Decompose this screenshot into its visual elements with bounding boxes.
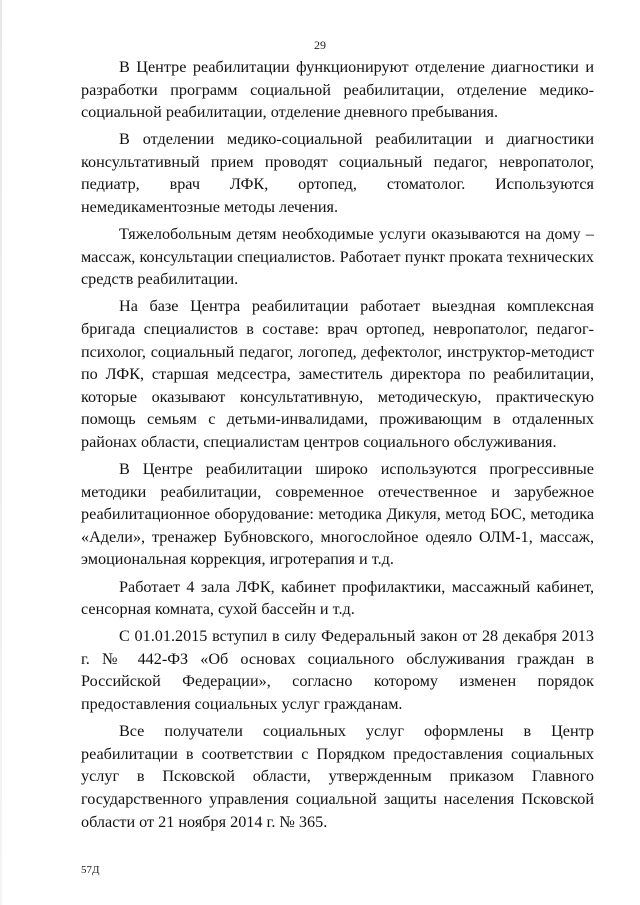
footer-code: 57Д bbox=[81, 864, 100, 876]
page-number: 29 bbox=[314, 38, 326, 52]
paragraph-home-services: Тяжелобольным детям необходимые услуги оказываются на дому – массаж, консультации специалистов. Работает пункт проката технических средств реабилитации. bbox=[81, 225, 594, 289]
paragraph-mobile-team: На базе Центра реабилитации работает выездная комплексная бригада специалистов в составе: врач ортопед, невропатолог, педагог-психолог, социальный педагог, логопед, дефектолог, инструктор-методист по ЛФК, старшая медсестра, заместитель директора по реабилитации, которые оказывают консультативную, методическую, практическую помощь семьям с детьми-инвалидами, проживающим в отдаленных районах области, специалистам центров социального обслуживания. bbox=[81, 297, 594, 451]
paragraph-departments: В Центре реабилитации функционируют отделение диагностики и разработки программ социальной реабилитации, отделение медико-социальной реабилитации, отделение дневного пребывания. bbox=[81, 58, 594, 122]
paragraph-methods: В Центре реабилитации широко используются прогрессивные методики реабилитации, современное отечественное и зарубежное реабилитационное оборудование: методика Дикуля, метод БОС, методика «Адели», тренажер Бубновского, многослойное одеяло ОЛМ-1, массаж, эмоциональная коррекция, игротерапия и т.д. bbox=[81, 460, 594, 569]
scan-edge bbox=[0, 0, 2, 905]
document-body bbox=[81, 56, 594, 838]
paragraph-recipients: Все получатели социальных услуг оформлены в Центр реабилитации в соответствии с Порядком предоставления социальных услуг в Псковской области, утвержденным приказом Главного государственного управления социальной защиты населения Псковской области от 21 ноября 2014 г. № 365. bbox=[81, 722, 594, 831]
paragraph-facilities: Работает 4 зала ЛФК, кабинет профилактики, массажный кабинет, сенсорная комната, сухой бассейн и т.д. bbox=[81, 577, 594, 619]
paragraph-federal-law: С 01.01.2015 вступил в силу Федеральный закон от 28 декабря 2013 г. № 442-ФЗ «Об основах социального обслуживания граждан в Российской Федерации», согласно которому изменен порядок предоставления социальных услуг гражданам. bbox=[81, 627, 594, 714]
paragraph-consultations: В отделении медико-социальной реабилитации и диагностики консультативный прием проводят социальный педагог, невропатолог, педиатр, врач ЛФК, ортопед, стоматолог. Используются немедикаментозные методы лечения. bbox=[81, 130, 594, 217]
